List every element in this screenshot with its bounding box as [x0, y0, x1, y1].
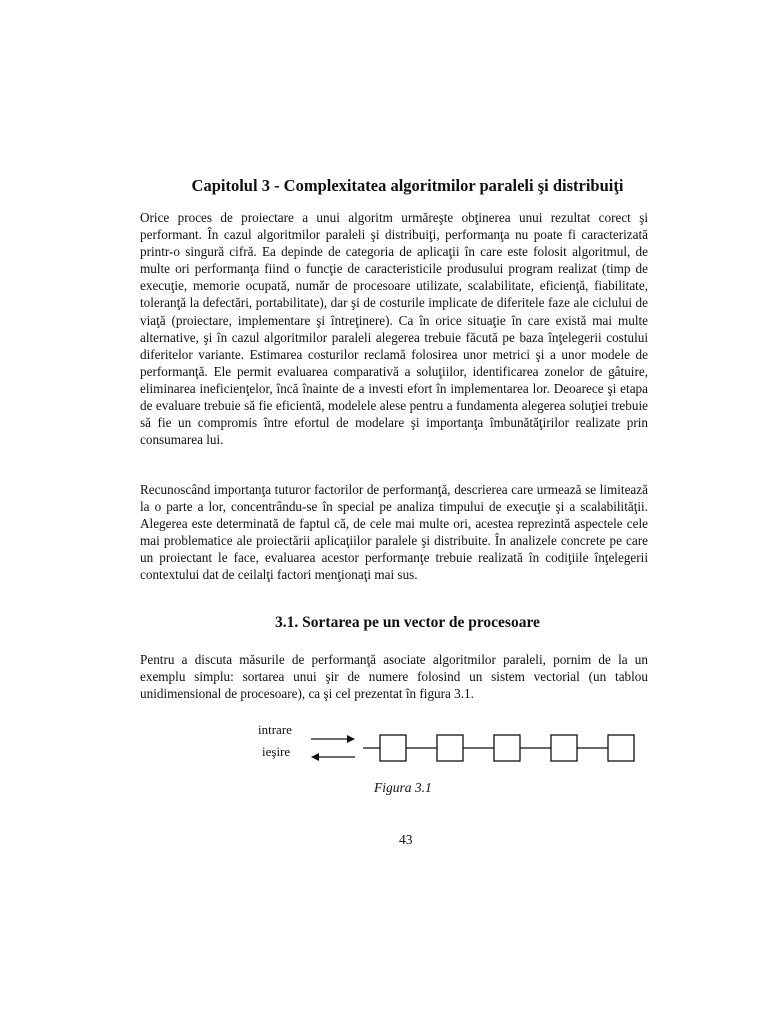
paragraph-intro: Orice proces de proiectare a unui algoritm urmăreşte obţinerea unui rezultat corect şi performant. În cazul algoritmilor paraleli şi distribuiţi, performanţa nu poate fi caracterizată printr-o singură cifră. Ea depinde de categoria de aplicaţii în care este folosit algoritmul, de multe ori performanţa fiind o funcţie de caracteristicile produsului program realizat (timp de execuţie, memorie ocupată, număr de procesoare utilizate, scalabilitate, eficienţă, fiabilitate, toleranţă la defectări, portabilitate), dar şi de costurile implicate de diferitele faze ale ciclului de viaţă (proiectare, implementare şi întreţinere). Ca în orice situaţie în care există mai multe alternative, şi în cazul algoritmilor paraleli alegerea trebuie făcută pe baza înţelegerii costului diferitelor variante. Estimarea costurilor reclamă folosirea unor metrici şi a unor modele de performanţă. Ele permit evaluarea comparativă a soluţiilor, identificarea zonelor de gâtuire, eliminarea ineficienţelor, încă înainte de a investi efort în implementarea lor. Deoarece şi etapa de evaluare trebuie să fie eficientă, modelele alese pentru a fundamenta alegerea soluţiei trebuie să fie un compromis între efortul de modelare şi importanţa îmbunătăţirilor realizate prin consumarea lui. — [140, 210, 648, 448]
processor-box — [437, 735, 463, 761]
processor-box — [494, 735, 520, 761]
figure-input-label: intrare — [258, 722, 292, 737]
figure-caption: Figura 3.1 — [374, 780, 432, 795]
output-arrow — [311, 753, 355, 761]
paragraph-scope: Recunoscând importanţa tuturor factorilor de performanţă, descrierea care urmează se limitează la o parte a lor, concentrându-se în special pe analiza timpului de execuţie şi a scalabilităţii. Alegerea este determinată de faptul că, de cele mai multe ori, acestea reprezintă aspectele cele mai problematice ale proiectării aplicaţiilor paralele şi distribuite. În analizele concrete pe care un proiectant le face, evaluarea acestor performanţe trebuie realizată în codiţiile înţelegerii contextului dat de ceilalţi factori menţionaţi mai sus. — [140, 482, 648, 583]
processor-box — [608, 735, 634, 761]
page-number: 43 — [399, 832, 413, 847]
processor-array-figure — [255, 718, 655, 798]
processor-box — [380, 735, 406, 761]
paragraph-example: Pentru a discuta măsurile de performanţă asociate algoritmilor paraleli, pornim de la un exemplu simplu: sortarea unui şir de numere folosind un sistem vectorial (un tablou unidimensional de procesoare), ca şi cel prezentat în figura 3.1. — [140, 652, 648, 702]
section-title: 3.1. Sortarea pe un vector de procesoare — [275, 614, 540, 631]
input-arrow — [311, 735, 355, 743]
chapter-title: Capitolul 3 - Complexitatea algoritmilor paraleli şi distribuiţi — [191, 176, 624, 195]
processor-chain — [363, 735, 634, 761]
figure-output-label: ieşire — [262, 744, 291, 759]
processor-box — [551, 735, 577, 761]
